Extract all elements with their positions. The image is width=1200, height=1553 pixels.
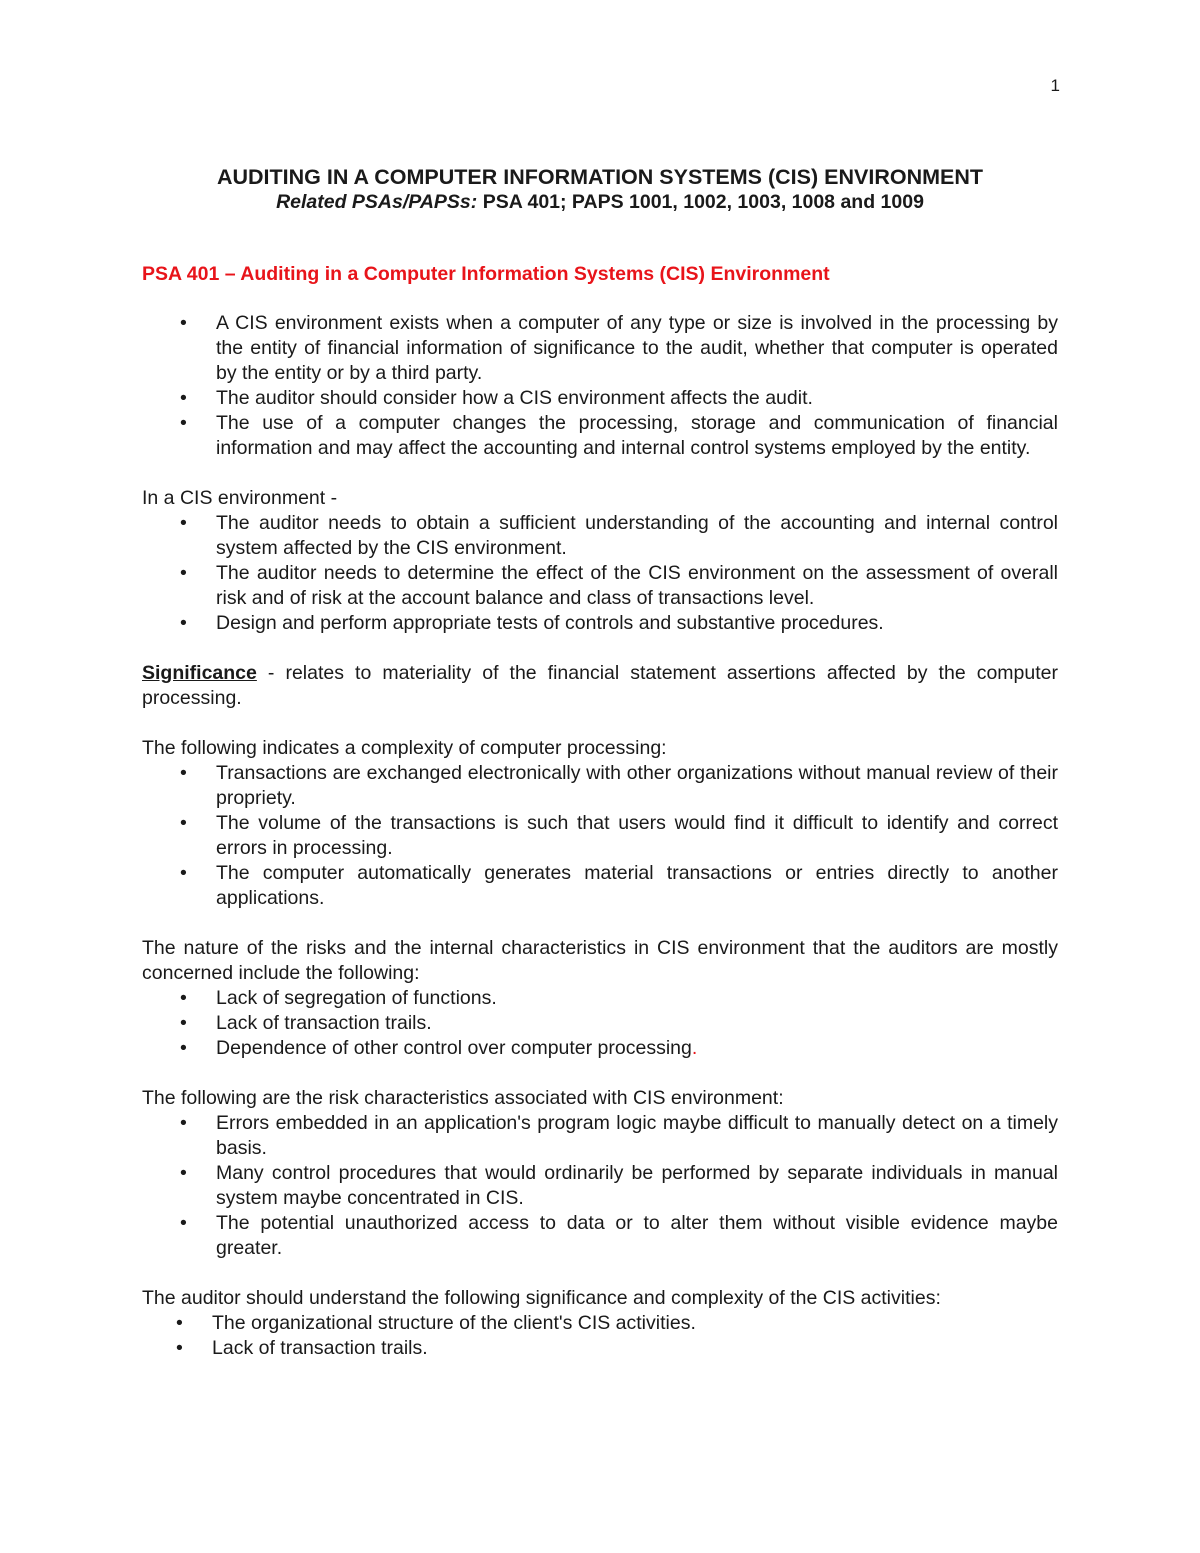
complexity-lead: The following indicates a complexity of computer processing: xyxy=(142,737,667,759)
intro-bullet-list xyxy=(142,311,1058,461)
bullet-icon: • xyxy=(180,987,187,1009)
bullet-icon: • xyxy=(180,412,187,434)
bullet-icon: • xyxy=(180,1012,187,1034)
bullet-icon: • xyxy=(180,512,187,534)
understand-lead: The auditor should understand the following significance and complexity of the CIS activities: xyxy=(142,1287,941,1309)
list-item: • Many control procedures that would ordinarily be performed by separate individuals in manual system maybe concentrated in CIS. xyxy=(180,1162,1058,1209)
subtitle-rest: PSA 401; PAPS 1001, 1002, 1003, 1008 and 1009 xyxy=(477,191,924,213)
document-body xyxy=(142,164,1058,1361)
bullet-icon: • xyxy=(180,1212,187,1234)
significance-term: Significance xyxy=(142,662,257,684)
list-item: • Lack of segregation of functions. xyxy=(180,987,497,1009)
list-item: • Dependence of other control over computer processing. xyxy=(180,1037,698,1059)
subtitle-italic: Related PSAs/PAPSs: xyxy=(276,191,478,213)
bullet-icon: • xyxy=(180,387,187,409)
bullet-icon: • xyxy=(180,1112,187,1134)
list-item: • The organizational structure of the client's CIS activities. xyxy=(176,1312,696,1334)
complexity-list xyxy=(142,761,1058,911)
bullet-icon: • xyxy=(180,812,187,834)
bullet-icon: • xyxy=(176,1337,183,1359)
red-period: . xyxy=(691,1037,698,1059)
nature-risks-list xyxy=(142,986,1058,1061)
risk-characteristics-list xyxy=(142,1111,1058,1261)
list-item: • A CIS environment exists when a computer of any type or size is involved in the processing by the entity of financial information of significance to the audit, whether that computer is operated by the entity or by a third party. xyxy=(180,312,1058,384)
section-heading: PSA 401 – Auditing in a Computer Information Systems (CIS) Environment xyxy=(142,263,830,285)
bullet-icon: • xyxy=(180,1037,187,1059)
bullet-icon: • xyxy=(180,612,187,634)
bullet-icon: • xyxy=(180,762,187,784)
nature-risks-lead: The nature of the risks and the internal characteristics in CIS environment that the auditors are mostly concerned include the following: xyxy=(142,937,1058,984)
list-item: • The potential unauthorized access to data or to alter them without visible evidence maybe greater. xyxy=(180,1212,1058,1259)
document-title: AUDITING IN A COMPUTER INFORMATION SYSTEMS (CIS) ENVIRONMENT xyxy=(216,165,984,189)
list-item: • The auditor should consider how a CIS environment affects the audit. xyxy=(180,387,813,409)
bullet-icon: • xyxy=(180,312,187,334)
significance-definition: - relates to materiality of the financial statement assertions affected by the computer processing. xyxy=(142,662,1058,709)
bullet-icon: • xyxy=(180,862,187,884)
list-item: • Design and perform appropriate tests of controls and substantive procedures. xyxy=(180,612,884,634)
list-item: • Transactions are exchanged electronically with other organizations without manual review of their propriety. xyxy=(180,762,1058,809)
list-item: • The auditor needs to determine the effect of the CIS environment on the assessment of overall risk and of risk at the account balance and class of transactions level. xyxy=(180,562,1058,609)
list-item: • The use of a computer changes the processing, storage and communication of financial information and may affect the accounting and internal control systems employed by the entity. xyxy=(180,412,1058,459)
understand-list xyxy=(142,1311,1058,1361)
list-item: • The auditor needs to obtain a sufficient understanding of the accounting and internal control system affected by the CIS environment. xyxy=(180,512,1058,559)
list-item: • The computer automatically generates material transactions or entries directly to another applications. xyxy=(180,862,1058,909)
list-item: • The volume of the transactions is such that users would find it difficult to identify and correct errors in processing. xyxy=(180,812,1058,859)
significance-paragraph xyxy=(142,661,1058,711)
bullet-icon: • xyxy=(176,1312,183,1334)
document-subtitle xyxy=(142,190,1058,214)
cis-environment-lead: In a CIS environment - xyxy=(142,487,338,509)
page-number: 1 xyxy=(1050,76,1060,95)
risk-characteristics-lead: The following are the risk characteristics associated with CIS environment: xyxy=(142,1087,784,1109)
list-item: • Lack of transaction trails. xyxy=(176,1337,428,1359)
bullet-icon: • xyxy=(180,562,187,584)
cis-environment-list xyxy=(142,511,1058,636)
list-item: • Lack of transaction trails. xyxy=(180,1012,432,1034)
list-item: • Errors embedded in an application's program logic maybe difficult to manually detect on a timely basis. xyxy=(180,1112,1058,1159)
bullet-icon: • xyxy=(180,1162,187,1184)
